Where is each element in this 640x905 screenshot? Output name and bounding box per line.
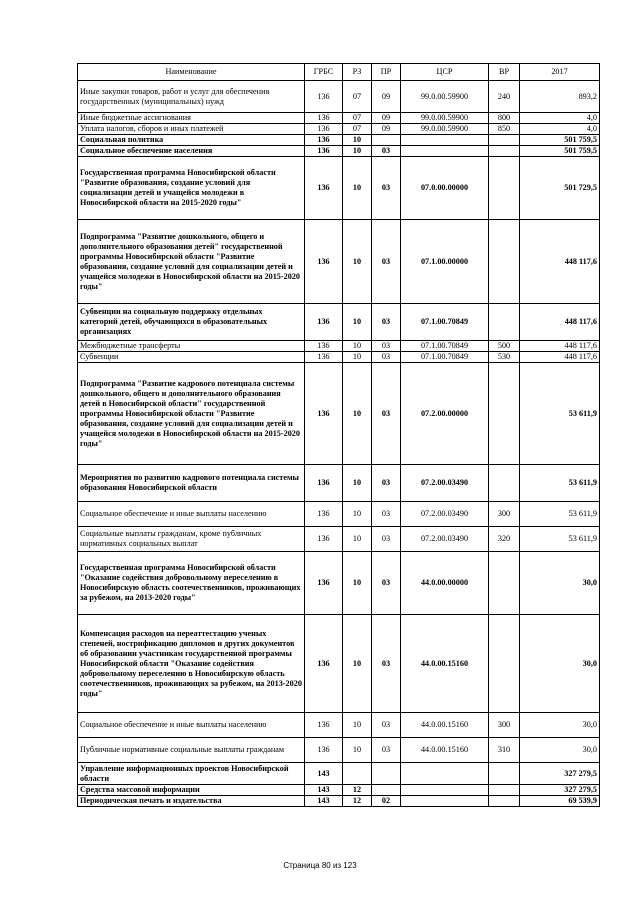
cell-amount: 327 279,5: [520, 785, 600, 796]
cell-grbs: 136: [305, 465, 343, 502]
table-row: [78, 157, 600, 220]
cell-pr: 02: [372, 796, 401, 807]
cell-vr: [489, 785, 520, 796]
table-row: [78, 527, 600, 552]
table-row: [78, 465, 600, 502]
cell-name: Подпрограмма "Развитие кадрового потенциала системы дошкольного, общего и дополнительного образования детей в Новосибирской области" государственной программы Новосибирской области "Развитие образования, создание условий для социализации детей и учащейся молодежи в Новосибирской области на 2015-2020 годы": [78, 363, 305, 465]
table-row: [78, 220, 600, 304]
cell-pr: 03: [372, 146, 401, 157]
cell-grbs: 136: [305, 81, 343, 113]
cell-pr: [372, 763, 401, 785]
cell-rz: 10: [343, 502, 372, 527]
cell-rz: 10: [343, 615, 372, 713]
cell-rz: 10: [343, 135, 372, 146]
cell-vr: [489, 615, 520, 713]
cell-grbs: 136: [305, 135, 343, 146]
cell-rz: 10: [343, 157, 372, 220]
cell-vr: 850: [489, 124, 520, 135]
cell-pr: 03: [372, 157, 401, 220]
header-vr: ВР: [489, 64, 520, 81]
cell-rz: 07: [343, 81, 372, 113]
cell-pr: 03: [372, 527, 401, 552]
cell-name: Социальное обеспечение населения: [78, 146, 305, 157]
header-year: 2017: [520, 64, 600, 81]
cell-name: Управление информационных проектов Новосибирской области: [78, 763, 305, 785]
cell-name: Субвенции: [78, 352, 305, 363]
cell-rz: 10: [343, 527, 372, 552]
cell-pr: 03: [372, 363, 401, 465]
cell-amount: 53 611,9: [520, 502, 600, 527]
header-pr: ПР: [372, 64, 401, 81]
cell-csr: 07.2.00.03490: [401, 527, 489, 552]
cell-name: Периодическая печать и издательства: [78, 796, 305, 807]
cell-amount: 69 539,9: [520, 796, 600, 807]
cell-amount: 501 759,5: [520, 146, 600, 157]
cell-vr: 530: [489, 352, 520, 363]
cell-vr: 240: [489, 81, 520, 113]
cell-rz: 10: [343, 713, 372, 738]
cell-name: Уплата налогов, сборов и иных платежей: [78, 124, 305, 135]
cell-csr: 07.1.00.70849: [401, 341, 489, 352]
table-row: [78, 552, 600, 615]
page-footer: Страница 80 из 123: [283, 861, 357, 870]
cell-name: Межбюджетные трансферты: [78, 341, 305, 352]
table-row: [78, 763, 600, 785]
cell-grbs: 143: [305, 785, 343, 796]
cell-rz: 10: [343, 220, 372, 304]
cell-vr: 800: [489, 113, 520, 124]
cell-grbs: 136: [305, 220, 343, 304]
table-header-row: [78, 64, 600, 81]
table-row: [78, 304, 600, 341]
table-row: [78, 738, 600, 763]
cell-name: Мероприятия по развитию кадрового потенциала системы образования Новосибирской области: [78, 465, 305, 502]
cell-rz: 10: [343, 341, 372, 352]
cell-name: Средства массовой информации: [78, 785, 305, 796]
cell-grbs: 136: [305, 146, 343, 157]
cell-csr: [401, 763, 489, 785]
cell-pr: 03: [372, 352, 401, 363]
cell-rz: 10: [343, 304, 372, 341]
cell-csr: 44.0.00.00000: [401, 552, 489, 615]
cell-amount: 53 611,9: [520, 465, 600, 502]
cell-grbs: 136: [305, 157, 343, 220]
cell-amount: 4,0: [520, 124, 600, 135]
cell-csr: 07.2.00.00000: [401, 363, 489, 465]
cell-csr: [401, 796, 489, 807]
cell-amount: 30,0: [520, 713, 600, 738]
cell-vr: [489, 304, 520, 341]
cell-pr: 03: [372, 713, 401, 738]
cell-name: Субвенции на социальную поддержку отдельных категорий детей, обучающихся в образовательных организациях: [78, 304, 305, 341]
cell-csr: 44.0.00.15160: [401, 738, 489, 763]
cell-csr: 99.0.00.59900: [401, 113, 489, 124]
cell-vr: 300: [489, 502, 520, 527]
cell-rz: [343, 763, 372, 785]
cell-vr: 310: [489, 738, 520, 763]
cell-amount: 30,0: [520, 738, 600, 763]
cell-grbs: 136: [305, 304, 343, 341]
cell-name: Социальные выплаты гражданам, кроме публичных нормативных социальных выплат: [78, 527, 305, 552]
cell-csr: [401, 135, 489, 146]
cell-csr: 07.0.00.00000: [401, 157, 489, 220]
cell-rz: 10: [343, 552, 372, 615]
cell-vr: [489, 146, 520, 157]
cell-vr: 500: [489, 341, 520, 352]
cell-amount: 448 117,6: [520, 352, 600, 363]
cell-csr: 07.1.00.00000: [401, 220, 489, 304]
table-row: [78, 796, 600, 807]
cell-csr: [401, 146, 489, 157]
cell-amount: 501 729,5: [520, 157, 600, 220]
cell-vr: 300: [489, 713, 520, 738]
cell-amount: 327 279,5: [520, 763, 600, 785]
table-row: [78, 502, 600, 527]
cell-rz: 10: [343, 146, 372, 157]
header-name: Наименование: [78, 64, 305, 81]
cell-csr: 99.0.00.59900: [401, 81, 489, 113]
cell-grbs: 136: [305, 552, 343, 615]
cell-grbs: 136: [305, 502, 343, 527]
cell-rz: 12: [343, 785, 372, 796]
cell-grbs: 143: [305, 796, 343, 807]
cell-pr: 03: [372, 738, 401, 763]
table-row: [78, 81, 600, 113]
cell-amount: 501 759,5: [520, 135, 600, 146]
header-grbs: ГРБС: [305, 64, 343, 81]
cell-vr: 320: [489, 527, 520, 552]
table-row: [78, 363, 600, 465]
budget-table: [77, 63, 600, 807]
cell-rz: 07: [343, 113, 372, 124]
cell-grbs: 136: [305, 527, 343, 552]
cell-pr: 03: [372, 304, 401, 341]
cell-pr: 03: [372, 220, 401, 304]
cell-csr: 07.1.00.70849: [401, 352, 489, 363]
cell-pr: 03: [372, 615, 401, 713]
cell-pr: [372, 135, 401, 146]
cell-pr: 03: [372, 465, 401, 502]
cell-vr: [489, 763, 520, 785]
cell-csr: 44.0.00.15160: [401, 615, 489, 713]
cell-rz: 10: [343, 738, 372, 763]
cell-csr: 44.0.00.15160: [401, 713, 489, 738]
table-row: [78, 615, 600, 713]
cell-name: Компенсация расходов на переаттестацию ученых степеней, нострификацию дипломов и других документов об образовании участникам государственной программы Новосибирской области "Оказание содействия добровольному переселению в Новосибирскую область соотечественников, проживающих за рубежом, на 2013-2020 годы": [78, 615, 305, 713]
cell-amount: 53 611,9: [520, 363, 600, 465]
cell-vr: [489, 157, 520, 220]
cell-vr: [489, 796, 520, 807]
cell-vr: [489, 220, 520, 304]
cell-name: Подпрограмма "Развитие дошкольного, общего и дополнительного образования детей" государственной программы Новосибирской области "Развитие образования, создание условий для социализации детей и учащейся молодежи в Новосибирской области на 2015-2020 годы": [78, 220, 305, 304]
table-row: [78, 113, 600, 124]
cell-grbs: 136: [305, 341, 343, 352]
table-row: [78, 146, 600, 157]
cell-csr: 07.2.00.03490: [401, 465, 489, 502]
table-row: [78, 341, 600, 352]
table-row: [78, 352, 600, 363]
cell-csr: 07.1.00.70849: [401, 304, 489, 341]
cell-grbs: 136: [305, 352, 343, 363]
cell-pr: 03: [372, 552, 401, 615]
cell-grbs: 136: [305, 113, 343, 124]
cell-amount: 4,0: [520, 113, 600, 124]
header-csr: ЦСР: [401, 64, 489, 81]
cell-amount: 448 117,6: [520, 341, 600, 352]
cell-csr: 07.2.00.03490: [401, 502, 489, 527]
cell-grbs: 136: [305, 615, 343, 713]
cell-grbs: 136: [305, 713, 343, 738]
cell-amount: 448 117,6: [520, 220, 600, 304]
cell-rz: 07: [343, 124, 372, 135]
table-row: [78, 135, 600, 146]
table-row: [78, 785, 600, 796]
cell-vr: [489, 465, 520, 502]
cell-pr: 09: [372, 81, 401, 113]
header-rz: РЗ: [343, 64, 372, 81]
cell-amount: 53 611,9: [520, 527, 600, 552]
cell-vr: [489, 363, 520, 465]
cell-pr: 09: [372, 113, 401, 124]
table-row: [78, 124, 600, 135]
cell-name: Социальное обеспечение и иные выплаты населению: [78, 713, 305, 738]
cell-pr: 03: [372, 502, 401, 527]
cell-grbs: 143: [305, 763, 343, 785]
cell-rz: 10: [343, 363, 372, 465]
table-row: [78, 713, 600, 738]
cell-grbs: 136: [305, 124, 343, 135]
cell-name: Государственная программа Новосибирской области "Оказание содействия добровольному переселению в Новосибирскую область соотечественников, проживающих за рубежом, на 2013-2020 годы": [78, 552, 305, 615]
cell-name: Публичные нормативные социальные выплаты гражданам: [78, 738, 305, 763]
cell-rz: 10: [343, 352, 372, 363]
cell-pr: [372, 785, 401, 796]
cell-csr: [401, 785, 489, 796]
cell-grbs: 136: [305, 363, 343, 465]
cell-vr: [489, 552, 520, 615]
cell-vr: [489, 135, 520, 146]
cell-amount: 448 117,6: [520, 304, 600, 341]
cell-name: Социальная политика: [78, 135, 305, 146]
cell-name: Иные бюджетные ассигнования: [78, 113, 305, 124]
cell-pr: 03: [372, 341, 401, 352]
cell-name: Социальное обеспечение и иные выплаты населению: [78, 502, 305, 527]
cell-pr: 09: [372, 124, 401, 135]
cell-rz: 10: [343, 465, 372, 502]
cell-name: Государственная программа Новосибирской области "Развитие образования, создание условий для социализации детей и учащейся молодежи в Новосибирской области на 2015-2020 годы": [78, 157, 305, 220]
cell-name: Иные закупки товаров, работ и услуг для обеспечения государственных (муниципальных) нужд: [78, 81, 305, 113]
cell-grbs: 136: [305, 738, 343, 763]
cell-amount: 30,0: [520, 615, 600, 713]
cell-amount: 893,2: [520, 81, 600, 113]
cell-amount: 30,0: [520, 552, 600, 615]
cell-csr: 99.0.00.59900: [401, 124, 489, 135]
cell-rz: 12: [343, 796, 372, 807]
